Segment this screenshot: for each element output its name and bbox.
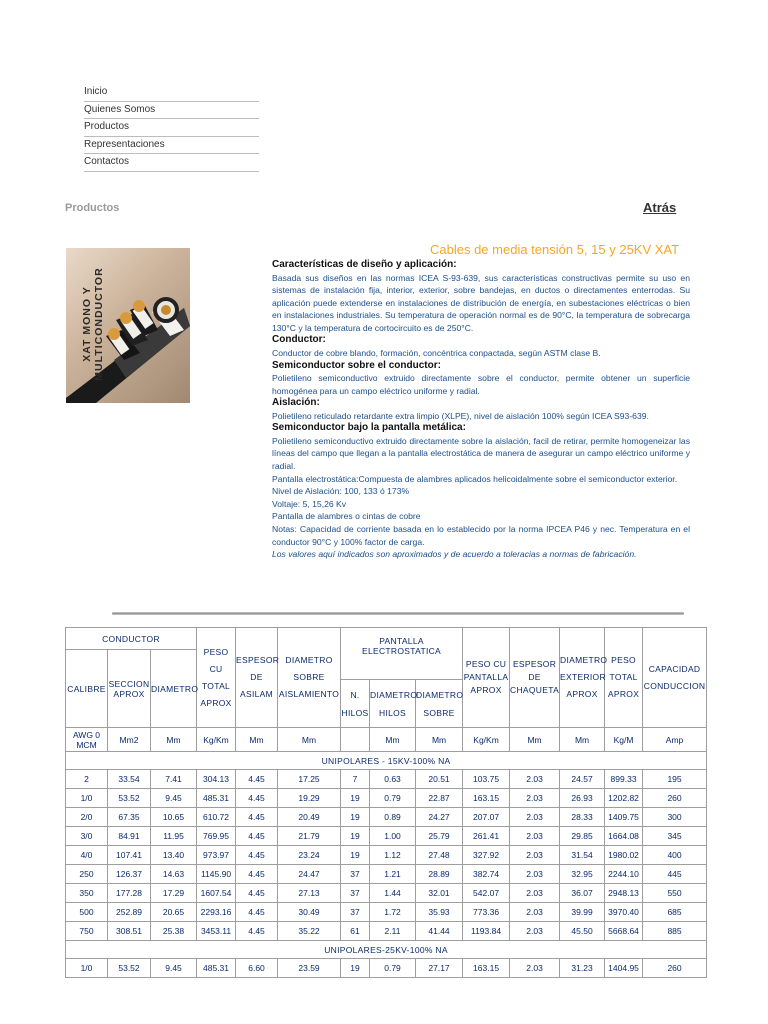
table-cell: 23.24 — [278, 846, 341, 865]
table-cell: 542.07 — [463, 884, 510, 903]
table-cell: 1/0 — [66, 789, 108, 808]
table-cell: 2 — [66, 770, 108, 789]
table-cell: 207.07 — [463, 808, 510, 827]
nav-item-productos[interactable]: Productos — [84, 119, 259, 137]
table-cell: 261.41 — [463, 827, 510, 846]
table-cell: 29.85 — [560, 827, 605, 846]
header-diametro-hilos: DIAMETRO HILOS — [370, 680, 416, 728]
spec-line: Pantalla de alambres o cintas de cobre — [272, 511, 421, 522]
main-nav — [84, 84, 259, 172]
table-cell: 27.48 — [416, 846, 463, 865]
table-cell: 773.36 — [463, 903, 510, 922]
table-row — [66, 959, 707, 978]
table-cell: 10.65 — [151, 808, 197, 827]
table-cell: 25.38 — [151, 922, 197, 941]
section-heading: Características de diseño y aplicación: — [272, 259, 457, 270]
nav-item-quienes-somos[interactable]: Quienes Somos — [84, 102, 259, 120]
table-cell: 24.57 — [560, 770, 605, 789]
product-description — [272, 259, 690, 561]
unit-cell: Mm — [278, 728, 341, 752]
table-cell: 899.33 — [605, 770, 643, 789]
table-cell: 382.74 — [463, 865, 510, 884]
section-body: Polietileno reticulado retardante extra limpio (XLPE), nivel de aislación 100% según ICEA S93-639. — [272, 410, 649, 421]
table-cell: 345 — [643, 827, 707, 846]
table-cell: 1/0 — [66, 959, 108, 978]
table-cell: 28.33 — [560, 808, 605, 827]
table-cell: 17.25 — [278, 770, 341, 789]
table-row — [66, 922, 707, 941]
table-cell: 19 — [341, 827, 370, 846]
table-cell: 41.44 — [416, 922, 463, 941]
unit-cell: Mm — [560, 728, 605, 752]
table-cell: 31.54 — [560, 846, 605, 865]
unit-cell: Mm2 — [108, 728, 151, 752]
table-cell: 304.13 — [197, 770, 236, 789]
header-pantalla-electrostatica: PANTALLA ELECTROSTATICA — [341, 628, 463, 680]
table-cell: 685 — [643, 903, 707, 922]
table-cell: 3/0 — [66, 827, 108, 846]
table-cell: 769.95 — [197, 827, 236, 846]
table-cell: 1.12 — [370, 846, 416, 865]
header-peso-total: PESO TOTAL APROX — [605, 628, 643, 728]
table-cell: 485.31 — [197, 959, 236, 978]
table-cell: 19 — [341, 808, 370, 827]
table-cell: 36.07 — [560, 884, 605, 903]
table-cell: 4/0 — [66, 846, 108, 865]
table-row — [66, 903, 707, 922]
section-label: Productos — [65, 202, 120, 214]
header-capacidad-conduccion: CAPACIDAD CONDUCCION — [643, 628, 707, 728]
table-cell: 177.28 — [108, 884, 151, 903]
table-row — [66, 865, 707, 884]
table-cell: 610.72 — [197, 808, 236, 827]
header-diametro-exterior: DIAMETRO EXTERIOR APROX — [560, 628, 605, 728]
table-cell: 22.87 — [416, 789, 463, 808]
table-cell: 1.72 — [370, 903, 416, 922]
unit-cell: Kg/Km — [463, 728, 510, 752]
table-cell: 23.59 — [278, 959, 341, 978]
spec-table — [65, 627, 707, 978]
table-cell: 13.40 — [151, 846, 197, 865]
spec-line: Nivel de Aislación: 100, 133 ó 173% — [272, 486, 410, 497]
table-cell: 20.51 — [416, 770, 463, 789]
table-cell: 2293.16 — [197, 903, 236, 922]
table-cell: 27.17 — [416, 959, 463, 978]
table-cell: 19 — [341, 959, 370, 978]
table-cell: 4.45 — [236, 827, 278, 846]
table-cell: 500 — [66, 903, 108, 922]
table-cell: 2.03 — [510, 884, 560, 903]
table-cell: 1145.90 — [197, 865, 236, 884]
table-cell: 4.45 — [236, 770, 278, 789]
table-group-row — [66, 941, 707, 959]
table-cell: 2.03 — [510, 922, 560, 941]
unit-cell: Mm — [236, 728, 278, 752]
unit-cell: Mm — [510, 728, 560, 752]
table-cell: 1409.75 — [605, 808, 643, 827]
table-cell: 750 — [66, 922, 108, 941]
table-cell: 11.95 — [151, 827, 197, 846]
table-cell: 250 — [66, 865, 108, 884]
table-cell: 485.31 — [197, 789, 236, 808]
header-seccion-aprox: SECCION APROX — [108, 650, 151, 728]
group-title: UNIPOLARES - 15KV-100% NA — [66, 752, 707, 770]
table-cell: 35.22 — [278, 922, 341, 941]
table-group-row — [66, 752, 707, 770]
table-cell: 400 — [643, 846, 707, 865]
table-cell: 2.03 — [510, 959, 560, 978]
header-diametro-sobre-aislamiento: DIAMETRO SOBRE AISLAMIENTO — [278, 628, 341, 728]
table-cell: 4.45 — [236, 903, 278, 922]
section-body: Conductor de cobre blando, formación, concéntrica conpactada, según ASTM clase B. — [272, 347, 601, 358]
table-cell: 37 — [341, 884, 370, 903]
table-cell: 2.03 — [510, 770, 560, 789]
section-heading: Aislación: — [272, 397, 320, 409]
table-cell: 7 — [341, 770, 370, 789]
table-row — [66, 846, 707, 865]
table-cell: 260 — [643, 959, 707, 978]
table-cell: 4.45 — [236, 884, 278, 903]
header-conductor: CONDUCTOR — [66, 628, 197, 650]
table-row — [66, 770, 707, 789]
table-cell: 308.51 — [108, 922, 151, 941]
table-row — [66, 789, 707, 808]
table-cell: 350 — [66, 884, 108, 903]
table-cell: 25.79 — [416, 827, 463, 846]
divider — [112, 612, 684, 615]
product-title: Cables de media tensión 5, 15 y 25KV XAT — [430, 242, 680, 257]
table-cell: 17.29 — [151, 884, 197, 903]
table-cell: 2.03 — [510, 808, 560, 827]
table-cell: 1980.02 — [605, 846, 643, 865]
table-cell: 1202.82 — [605, 789, 643, 808]
section-heading: Conductor: — [272, 334, 326, 346]
table-cell: 24.27 — [416, 808, 463, 827]
table-cell: 2.03 — [510, 903, 560, 922]
table-cell: 28.89 — [416, 865, 463, 884]
table-cell: 19.29 — [278, 789, 341, 808]
image-label-line-1: XAT MONO Y — [81, 286, 93, 362]
table-cell: 126.37 — [108, 865, 151, 884]
table-header — [66, 628, 707, 752]
spec-line: Pantalla electrostática:Compuesta de alambres aplicados helicoidalmente sobre el semiconductor exterior. — [272, 473, 678, 484]
tolerance-note: Los valores aquí indicados son aproximados y de acuerdo a toleracias a normas de fabricación. — [272, 549, 637, 560]
table-cell: 252.89 — [108, 903, 151, 922]
table-row — [66, 884, 707, 903]
table-cell: 6.60 — [236, 959, 278, 978]
section-body: Basada sus diseños en las normas ICEA S-93-639, sus características constructivas permite su uso en sistemas de instalación fija, interior, exterior, sobre bandejas, en ductos o directamentes enterrodas. Su aplicación puede extenderse en instalaciones de distribución de energía, en subestaciones eléctricas o bien en instalaciones industriales. Su temperatura de operación normal es de 90°C, la temperatura de sobrecarga 130°C y la temperatura de cortocircuito es de 250°C. — [272, 272, 690, 333]
table-cell: 37 — [341, 865, 370, 884]
table-cell: 550 — [643, 884, 707, 903]
table-cell: 1.21 — [370, 865, 416, 884]
table-cell: 19 — [341, 846, 370, 865]
unit-cell: Amp — [643, 728, 707, 752]
table-cell: 885 — [643, 922, 707, 941]
table-cell: 1193.84 — [463, 922, 510, 941]
table-cell: 163.15 — [463, 959, 510, 978]
unit-cell: Kg/Km — [197, 728, 236, 752]
table-cell: 19 — [341, 789, 370, 808]
table-cell: 4.45 — [236, 865, 278, 884]
table-cell: 4.45 — [236, 922, 278, 941]
section-body: Polietileno semiconductivo extruido directamente sobre el conductor, permite obtener un superficie homogénea para un campo eléctrico uniforme y radial. — [272, 373, 690, 396]
header-peso-cu-total: PESO CU TOTAL APROX — [197, 628, 236, 728]
product-image — [66, 248, 190, 403]
table-cell: 4.45 — [236, 846, 278, 865]
unit-cell: Mm — [151, 728, 197, 752]
group-title: UNIPOLARES-25KV-100% NA — [66, 941, 707, 959]
table-cell: 445 — [643, 865, 707, 884]
table-cell: 1664.08 — [605, 827, 643, 846]
table-cell: 35.93 — [416, 903, 463, 922]
section-heading: Semiconductor bajo la pantalla metálica: — [272, 422, 466, 434]
table-cell: 14.63 — [151, 865, 197, 884]
table-cell: 0.79 — [370, 789, 416, 808]
table-cell: 4.45 — [236, 789, 278, 808]
table-cell: 30.49 — [278, 903, 341, 922]
table-cell: 32.01 — [416, 884, 463, 903]
table-cell: 7.41 — [151, 770, 197, 789]
table-cell: 2948.13 — [605, 884, 643, 903]
table-cell: 39.99 — [560, 903, 605, 922]
table-cell: 26.93 — [560, 789, 605, 808]
unit-cell: Mm — [416, 728, 463, 752]
table-cell: 107.41 — [108, 846, 151, 865]
table-cell: 5668.64 — [605, 922, 643, 941]
table-cell: 21.79 — [278, 827, 341, 846]
table-cell: 0.89 — [370, 808, 416, 827]
header-diametro: DIAMETRO — [151, 650, 197, 728]
table-cell: 61 — [341, 922, 370, 941]
image-label-line-2: MULTICONDUCTOR — [93, 267, 105, 381]
image-vertical-label — [70, 248, 110, 403]
back-link[interactable]: Atrás — [643, 200, 677, 215]
table-cell: 9.45 — [151, 789, 197, 808]
table-cell: 1.44 — [370, 884, 416, 903]
table-cell: 2/0 — [66, 808, 108, 827]
table-cell: 53.52 — [108, 959, 151, 978]
table-cell: 2.03 — [510, 865, 560, 884]
table-cell: 195 — [643, 770, 707, 789]
table-cell: 1607.54 — [197, 884, 236, 903]
table-cell: 45.50 — [560, 922, 605, 941]
unit-cell — [341, 728, 370, 752]
table-cell: 1404.95 — [605, 959, 643, 978]
table-cell: 103.75 — [463, 770, 510, 789]
table-body — [66, 752, 707, 978]
table-cell: 260 — [643, 789, 707, 808]
unit-cell: AWG 0 MCM — [66, 728, 108, 752]
table-cell: 2.03 — [510, 789, 560, 808]
table-cell: 0.63 — [370, 770, 416, 789]
table-cell: 2.11 — [370, 922, 416, 941]
table-cell: 32.95 — [560, 865, 605, 884]
table-cell: 53.52 — [108, 789, 151, 808]
table-row — [66, 827, 707, 846]
table-cell: 4.45 — [236, 808, 278, 827]
table-cell: 163.15 — [463, 789, 510, 808]
table-cell: 3970.40 — [605, 903, 643, 922]
nav-item-contactos[interactable]: Contactos — [84, 154, 259, 172]
header-espesor-chaqueta: ESPESOR DE CHAQUETA — [510, 628, 560, 728]
table-cell: 973.97 — [197, 846, 236, 865]
header-n-hilos: N. HILOS — [341, 680, 370, 728]
unit-cell: Mm — [370, 728, 416, 752]
table-cell: 33.54 — [108, 770, 151, 789]
table-cell: 1.00 — [370, 827, 416, 846]
table-cell: 31.23 — [560, 959, 605, 978]
section-body: Polietileno semiconductivo extruido directamente sobre la aislación, facil de retirar, permite homogeneizar las líneas del campo que llegan a la pantalla electrostática de manera de asegurar un campo eléctrico uniforme y radial. — [272, 435, 690, 472]
header-calibre: CALIBRE — [66, 650, 108, 728]
table-cell: 0.79 — [370, 959, 416, 978]
spec-line: Voltaje: 5, 15,26 Kv — [272, 498, 347, 509]
spec-line: Notas: Capacidad de corriente basada en lo establecido por la norma IPCEA P46 y nec. Temperatura en el conductor 90°C y 100% factor de carga. — [272, 524, 690, 547]
nav-item-representaciones[interactable]: Representaciones — [84, 137, 259, 155]
table-cell: 37 — [341, 903, 370, 922]
table-cell: 327.92 — [463, 846, 510, 865]
section-heading: Semiconductor sobre el conductor: — [272, 359, 441, 371]
table-row — [66, 808, 707, 827]
table-cell: 27.13 — [278, 884, 341, 903]
table-cell: 24.47 — [278, 865, 341, 884]
header-espesor-aislam: ESPESOR DE ASILAM — [236, 628, 278, 728]
table-cell: 300 — [643, 808, 707, 827]
table-cell: 2.03 — [510, 827, 560, 846]
table-cell: 84.91 — [108, 827, 151, 846]
unit-cell: Kg/M — [605, 728, 643, 752]
table-cell: 20.65 — [151, 903, 197, 922]
table-cell: 3453.11 — [197, 922, 236, 941]
header-peso-cu-pantalla: PESO CU PANTALLA APROX — [463, 628, 510, 728]
table-cell: 2244.10 — [605, 865, 643, 884]
header-diametro-sobre: DIAMETRO SOBRE — [416, 680, 463, 728]
table-cell: 2.03 — [510, 846, 560, 865]
nav-item-inicio[interactable]: Inicio — [84, 84, 259, 102]
table-cell: 67.35 — [108, 808, 151, 827]
table-cell: 9.45 — [151, 959, 197, 978]
table-cell: 20.49 — [278, 808, 341, 827]
